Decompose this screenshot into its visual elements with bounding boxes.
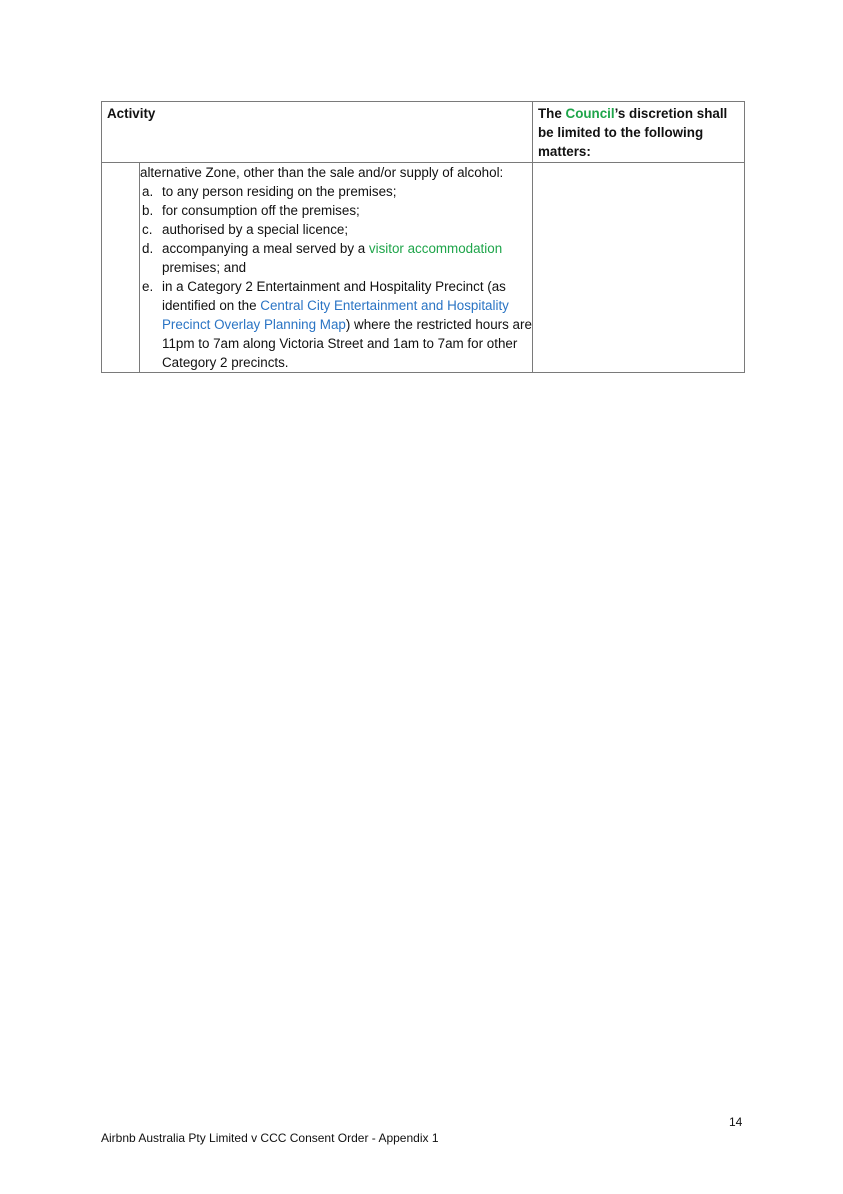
list-item-text: accompanying a meal served by a bbox=[162, 241, 369, 256]
activity-intro: alternative Zone, other than the sale and/or supply of alcohol: bbox=[140, 165, 504, 180]
list-item-text: premises; and bbox=[162, 260, 247, 275]
footer-text: Airbnb Australia Pty Limited v CCC Consent Order - Appendix 1 bbox=[101, 1131, 439, 1145]
visitor-accommodation-link[interactable]: visitor accommodation bbox=[368, 241, 503, 256]
activity-list bbox=[140, 182, 532, 372]
list-marker: e. bbox=[142, 279, 154, 294]
list-item bbox=[140, 201, 532, 220]
rule-number-cell bbox=[102, 163, 140, 373]
discretion-header-prefix: The bbox=[538, 106, 566, 121]
table-header-row bbox=[102, 102, 745, 163]
planning-map-link[interactable]: Central City Entertainment and Hospitality Precinct Overlay Planning Map bbox=[162, 298, 509, 332]
list-item-text: to any person residing on the premises; bbox=[162, 184, 397, 199]
list-marker: d. bbox=[142, 241, 154, 256]
activity-header: Activity bbox=[102, 102, 533, 163]
list-item bbox=[140, 182, 532, 201]
list-item-text: ) where the restricted hours are 11pm to 7am along Victoria Street and 1am to 7am for other Category 2 precincts. bbox=[162, 317, 532, 370]
discretion-cell bbox=[533, 163, 745, 373]
list-marker: a. bbox=[142, 184, 154, 199]
list-marker: c. bbox=[142, 222, 153, 237]
list-item bbox=[140, 239, 532, 277]
list-item-text: authorised by a special licence; bbox=[162, 222, 349, 237]
council-link[interactable]: Council bbox=[565, 106, 615, 121]
list-item-text: in a Category 2 Entertainment and Hospitality Precinct (as identified on the bbox=[162, 279, 506, 313]
list-item bbox=[140, 277, 532, 372]
rules-table bbox=[101, 101, 745, 373]
discretion-header bbox=[533, 102, 745, 163]
page-number: 14 bbox=[729, 1115, 743, 1129]
activity-cell bbox=[140, 163, 533, 373]
list-marker: b. bbox=[142, 203, 154, 218]
list-item-text: for consumption off the premises; bbox=[162, 203, 360, 218]
discretion-header-suffix: ’s discretion shall be limited to the following matters: bbox=[538, 106, 728, 159]
table-row bbox=[102, 163, 745, 373]
list-item bbox=[140, 220, 532, 239]
